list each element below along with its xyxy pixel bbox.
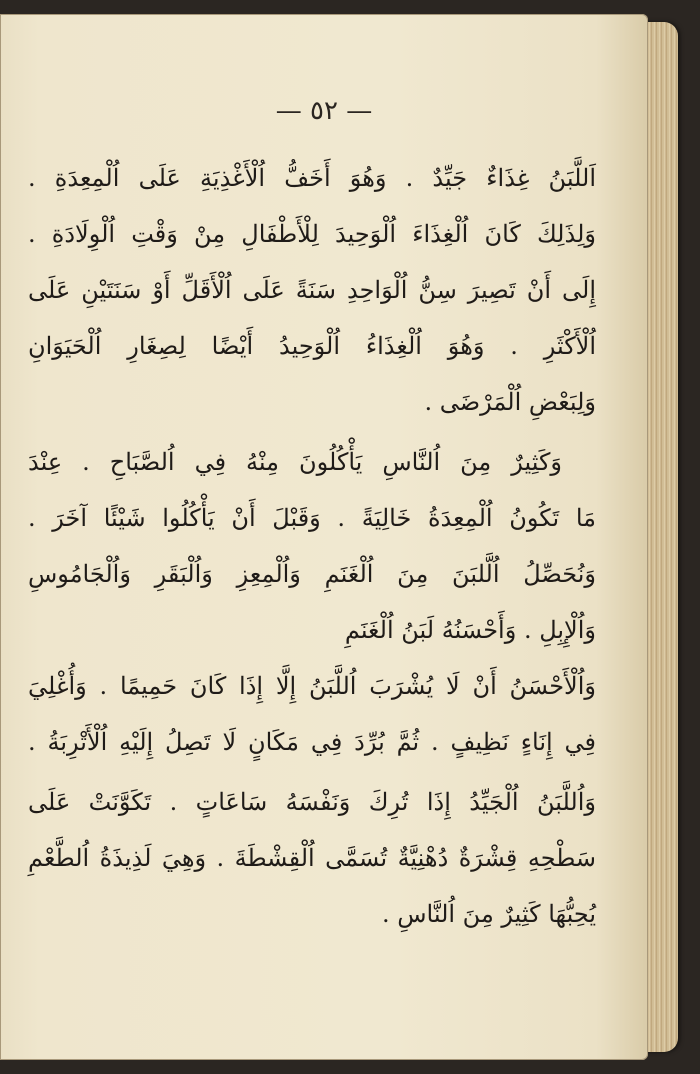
text-line: يُحِبُّهَا كَثِيرٌ مِنَ اُلنَّاسِ . [381,900,596,928]
text-line: اَللَّبَنُ غِذَاءٌ جَيِّدٌ . وَهُوَ أَخَفُّ اُلْأَغْذِيَةِ عَلَى اُلْمِعِدَةِ . [28,164,596,192]
text-line: مَا تَكُونُ اُلْمِعِدَةُ خَالِيَةً . وَقَبْلَ أَنْ يَأْكُلُوا شَيْئًا آخَرَ . [28,504,596,532]
text-line: إِلَى أَنْ تَصِيرَ سِنُّ اُلْوَاحِدِ سَنَةً عَلَى اُلْأَقَلِّ أَوْ سَنَتَيْنِ عَلَى [28,276,596,304]
text-line: وَلِبَعْضِ اُلْمَرْضَى . [424,388,596,416]
page-number: — ٥٢ — [275,96,373,126]
text-line: وَاُللَّبَنُ اُلْجَيِّدُ إِذَا تُرِكَ وَنَفْسَهُ سَاعَاتٍ . تَكَوَّنَتْ عَلَى [28,788,596,816]
text-line: اُلْأَكْثَرِ . وَهُوَ اُلْغِذَاءُ اُلْوَحِيدُ أَيْضًا لِصِغَارِ اُلْحَيَوَانِ [28,332,596,360]
text-line: وَنُحَصِّلُ اُلَّلبَنَ مِنَ اُلْغَنَمِ وَاُلْمِعِزِ وَاُلْبَقَرِ وَاُلْجَامُوسِ [28,560,596,588]
text-line: سَطْحِهِ قِشْرَةٌ دُهْنِيَّةٌ تُسَمَّى اُلْقِشْطَةَ . وَهِيَ لَذِيذَةُ اُلطَّعْمِ [28,844,596,872]
text-line: وَلِذَلِكَ كَانَ اُلْغِذَاءَ اُلْوَحِيدَ لِلْأَطْفَالِ مِنْ وَقْتِ اُلْوِلَادَةِ . [28,220,596,248]
text-line: وَاُلْأَحْسَنُ أَنْ لَا يُشْرَبَ اُللَّبَنُ إِلَّا إِذَا كَانَ حَمِيمًا . وَأُغْلِيَ [28,672,596,700]
body-text [28,150,596,942]
text-line: وَاُلْإِبِلِ . وَأَحْسَنُهُ لَبَنُ اُلْغَنَمِ [344,616,596,644]
text-line: وَكَثِيرٌ مِنَ اُلنَّاسِ يَأْكُلُونَ مِنْهُ فِي اُلصَّبَاحِ . عِنْدَ [28,448,562,476]
text-line: فِي إِنَاءٍ نَظِيفٍ . ثُمَّ بُرِّدَ فِي مَكَانٍ لَا تَصِلُ إِلَيْهِ اُلْأَتْرِبَةُ . [28,728,596,756]
